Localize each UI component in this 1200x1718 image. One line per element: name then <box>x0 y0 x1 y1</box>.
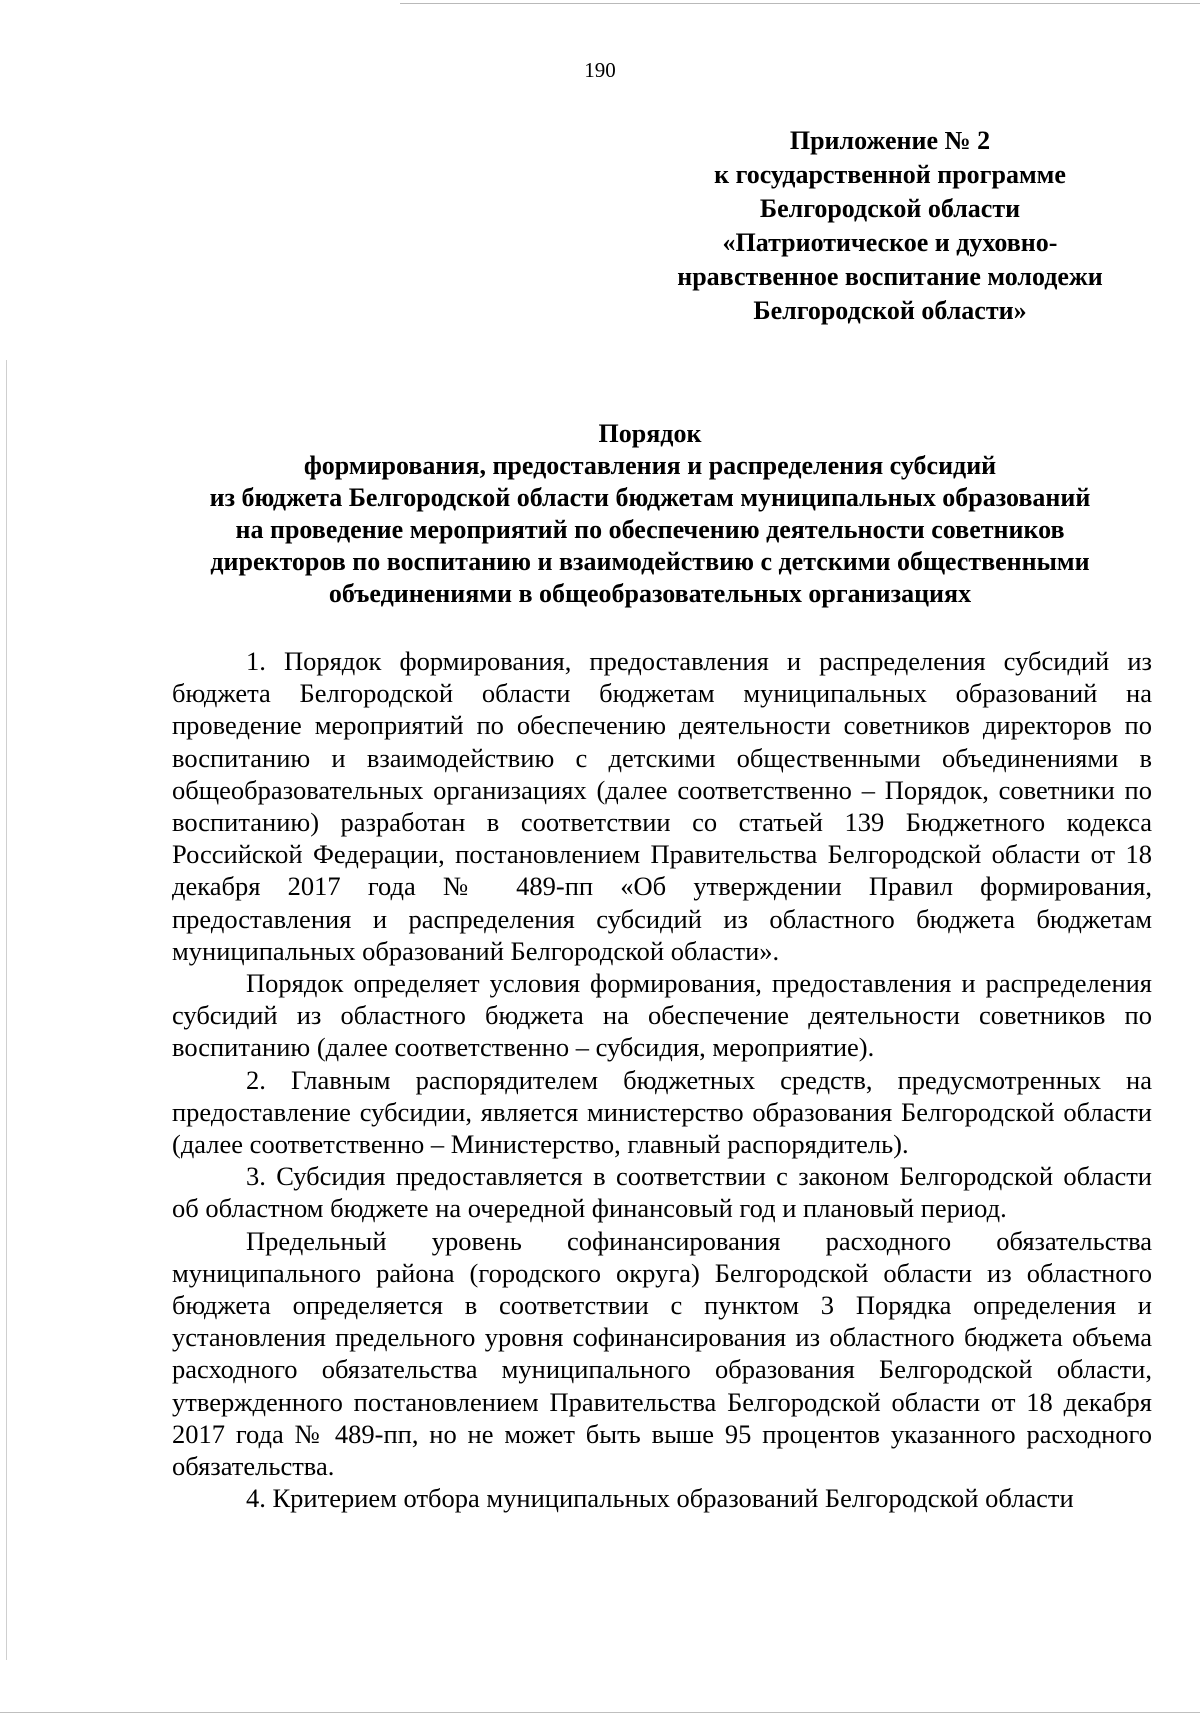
page-number: 190 <box>584 58 616 82</box>
paragraph-1: 1. Порядок формирования, предоставления и распределения субсидий из бюджета Белгородской области бюджетам муниципальных образований на проведение мероприятий по обеспечению деятельности советников директоров по воспитанию и взаимодействию с детскими общественными объединениями в общеобразовательных организациях (далее соответственно – Порядок, советники по воспитанию) разработан в соответствии со статьей 139 Бюджетного кодекса Российской Федерации, постановлением Правительства Белгородской области от 18 декабря 2017 года № 489-пп «Об утверждении Правил формирования, предоставления и распределения субсидий из областного бюджета бюджетам муниципальных образований Белгородской области». <box>172 646 1152 966</box>
heading-title: Порядок <box>598 419 702 448</box>
heading-line: директоров по воспитанию и взаимодействию с детскими общественными <box>210 547 1090 576</box>
scan-edge-top <box>400 3 1200 4</box>
appendix-line: Приложение № 2 <box>789 126 991 155</box>
appendix-line: к государственной программе <box>714 160 1066 189</box>
paragraph-5: Предельный уровень софинансирования расходного обязательства муниципального района (городского округа) Белгородской области из областного бюджета определяется в соответствии с пунктом 3 Порядка определения и установления предельного уровня софинансирования из областного бюджета объема расходного обязательства муниципального образования Белгородской области, утвержденного постановлением Правительства Белгородской области от 18 декабря 2017 года № 489-пп, но не может быть выше 95 процентов указанного расходного обязательства. <box>172 1225 1152 1482</box>
paragraph-4: 3. Субсидия предоставляется в соответствии с законом Белгородской области об областном бюджете на очередной финансовый год и плановый период. <box>172 1161 1152 1224</box>
heading-line: формирования, предоставления и распределения субсидий <box>303 451 997 480</box>
paragraph-3: 2. Главным распорядителем бюджетных средств, предусмотренных на предоставление субсидии, является министерство образования Белгородской области (далее соответственно – Министерство, главный распорядитель). <box>172 1064 1152 1160</box>
appendix-line: Белгородской области» <box>753 296 1027 325</box>
heading-line: на проведение мероприятий по обеспечению деятельности советников <box>235 515 1065 544</box>
document-heading <box>150 418 1150 610</box>
heading-line: из бюджета Белгородской области бюджетам муниципальных образований <box>209 483 1091 512</box>
body-text <box>172 645 1152 1514</box>
heading-line: объединениями в общеобразовательных организациях <box>328 579 972 608</box>
appendix-line: «Патриотическое и духовно- <box>722 228 1058 257</box>
paragraph-2: Порядок определяет условия формирования, предоставления и распределения субсидий из областного бюджета на обеспечение деятельности советников по воспитанию (далее соответственно – субсидия, мероприятие). <box>172 968 1152 1063</box>
scan-edge-bottom <box>0 1712 1200 1713</box>
appendix-line: Белгородской области <box>759 194 1021 223</box>
scan-edge-left <box>6 360 7 1660</box>
appendix-block <box>600 124 1180 328</box>
paragraph-6: 4. Критерием отбора муниципальных образований Белгородской области <box>246 1483 1074 1514</box>
appendix-line: нравственное воспитание молодежи <box>677 262 1103 291</box>
